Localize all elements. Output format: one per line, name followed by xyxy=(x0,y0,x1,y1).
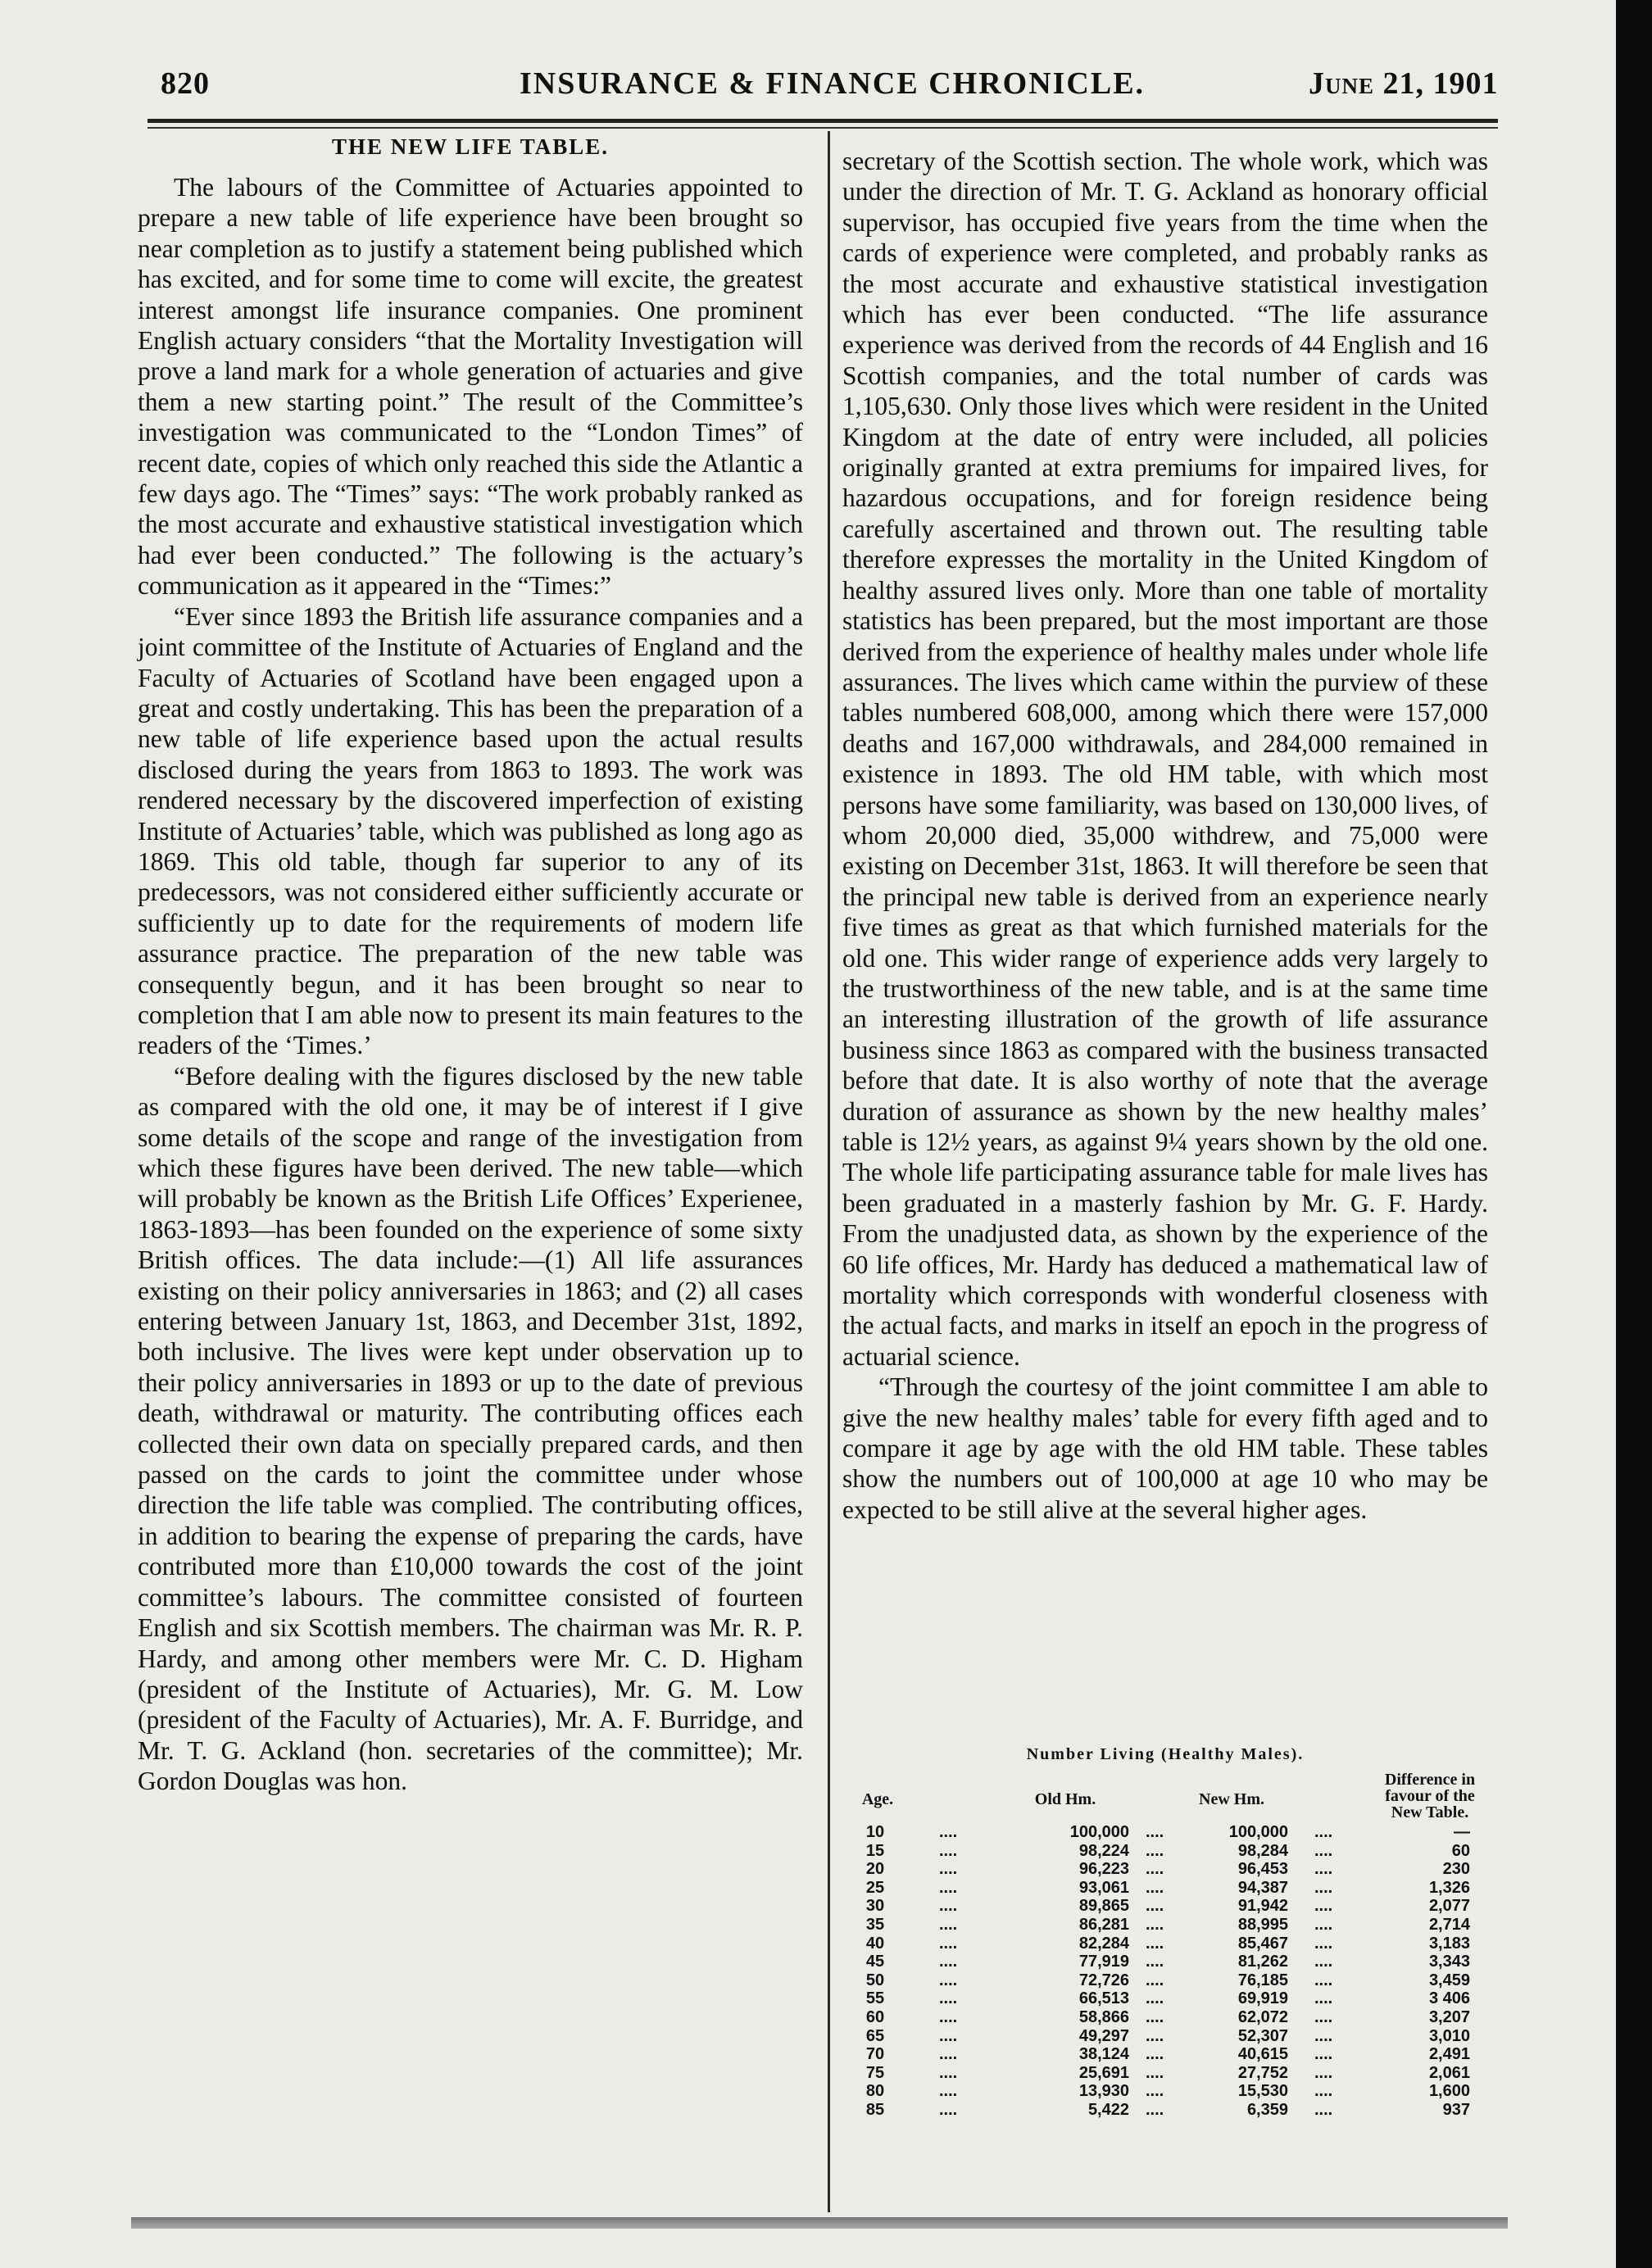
difference-cell: 3 406 xyxy=(1428,1989,1470,2008)
publication-title: INSURANCE & FINANCE CHRONICLE. xyxy=(520,66,1146,101)
leader-dots: .... xyxy=(1146,2063,1164,2082)
leader-dots: .... xyxy=(1146,1878,1164,1897)
scan-margin xyxy=(1616,0,1652,2268)
leader-dots: .... xyxy=(1146,2082,1164,2101)
table-row xyxy=(849,1860,1496,1879)
new-hm-cell: 98,284 xyxy=(1237,1841,1288,1860)
leader-dots: .... xyxy=(939,1915,958,1934)
header-rule-thin xyxy=(148,127,1498,129)
difference-cell: 2,491 xyxy=(1428,2045,1470,2064)
table-row xyxy=(849,1842,1496,1861)
table-row xyxy=(849,1879,1496,1898)
leader-dots: .... xyxy=(1314,2063,1333,2082)
old-hm-cell: 98,224 xyxy=(1078,1841,1129,1860)
difference-cell: 3,343 xyxy=(1428,1953,1470,1971)
new-hm-cell: 52,307 xyxy=(1237,2026,1288,2045)
bottom-edge xyxy=(131,2217,1508,2229)
age-cell: 60 xyxy=(865,2007,885,2026)
age-cell: 75 xyxy=(865,2063,885,2082)
leader-dots: .... xyxy=(1314,2007,1333,2026)
difference-cell: 3,010 xyxy=(1428,2026,1470,2045)
leader-dots: .... xyxy=(1146,1897,1164,1916)
paragraph: “Through the courtesy of the joint committee I am able to give the new healthy males’ table for every fifth aged and to compare it age by age with the old HM table. These tables show the numbers out of 100,000 at age 10 who may be expected to be still alive at the several higher ages. xyxy=(842,1372,1488,1524)
table-row xyxy=(849,1989,1496,2008)
new-hm-cell: 15,530 xyxy=(1237,2082,1288,2101)
difference-cell: 3,459 xyxy=(1428,1971,1470,1989)
table-row xyxy=(849,2064,1496,2083)
old-hm-cell: 49,297 xyxy=(1078,2026,1129,2045)
old-hm-cell: 89,865 xyxy=(1078,1897,1129,1916)
leader-dots: .... xyxy=(939,2063,958,2082)
paragraph: “Ever since 1893 the British life assurance companies and a joint committee of the Institute of Actuaries of England and the Faculty of Actuaries of Scotland have been engaged upon a great and costly undertaking. This has been the preparation of a new table of life experience based upon the actual results disclosed during the years from 1863 to 1893. The work was rendered necessary by the discovered imperfection of existing Institute of Actuaries’ table, which was published as long ago as 1869. This old table, though far superior to any of its predecessors, was not considered either sufficiently accurate or sufficiently up to date for the requirements of modern life assurance practice. The preparation of the new table was consequently begun, and it has been brought so near to completion that I am able now to present its main features to the readers of the ‘Times.’ xyxy=(138,601,803,1060)
column-header-new: New Hm. xyxy=(1199,1790,1264,1808)
leader-dots: .... xyxy=(1314,2026,1333,2045)
table-row xyxy=(849,1971,1496,1990)
difference-cell: 60 xyxy=(1451,1841,1470,1860)
old-hm-cell: 100,000 xyxy=(1069,1823,1129,1841)
table-row xyxy=(849,1935,1496,1953)
old-hm-cell: 96,223 xyxy=(1078,1860,1129,1879)
difference-cell: 2,714 xyxy=(1428,1915,1470,1934)
old-hm-cell: 38,124 xyxy=(1078,2045,1129,2064)
leader-dots: .... xyxy=(939,2045,958,2064)
difference-cell: 1,600 xyxy=(1428,2082,1470,2101)
new-hm-cell: 94,387 xyxy=(1237,1878,1288,1897)
leader-dots: .... xyxy=(1146,1915,1164,1934)
table-row xyxy=(849,2045,1496,2064)
article-title: THE NEW LIFE TABLE. xyxy=(331,134,610,159)
leader-dots: .... xyxy=(1314,1953,1333,1971)
paragraph: secretary of the Scottish section. The whole work, which was under the direction of Mr. T. G. Ackland as honorary official supervisor, has occupied five years from the time when the cards of experience were completed, and probably ranks as the most accurate and exhaustive statistical investigation which has ever been conducted. “The life assurance experience was derived from the records of 44 English and 16 Scottish companies, and the total number of cards was 1,105,630. Only those lives which were resident in the United Kingdom at the date of entry were included, all policies originally granted at extra premiums for impaired lives, for hazardous occupations, and for foreign residence being carefully ascertained and thrown out. The resulting table therefore expresses the mortality in the United Kingdom of healthy assured lives only. More than one table of mortality statistics has been prepared, but the most important are those derived from the experience of healthy males under whole life assurances. The lives which came within the purview of these tables numbered 608,000, among which there were 157,000 deaths and 167,000 withdrawals, and 284,000 remained in existence in 1893. The old HM table, with which most persons have some familiarity, was based on 130,000 lives, of whom 20,000 died, 35,000 withdrew, and 75,000 were existing on December 31st, 1863. It will therefore be seen that the principal new table is derived from an experience nearly five times as great as that which furnished materials for the old one. This wider range of experience adds very largely to the trustworthiness of the new table, and is at the same time an interesting illustration of the growth of life assurance business since 1863 as compared with the business transacted before that date. It is also worthy of note that the average duration of assurance as shown by the new healthy males’ table is 12½ years, as against 9¼ years shown by the old one. The whole life participating assurance table for male lives has been graduated in a masterly fashion by Mr. G. F. Hardy. From the unadjusted data, as shown by the experience of the 60 life offices, Mr. Hardy has deduced a mathematical law of mortality which corresponds with wonderful closeness with the actual facts, and marks in itself an epoch in the progress of actuarial science. xyxy=(842,147,1488,1371)
difference-cell: 1,326 xyxy=(1428,1878,1470,1897)
table-row xyxy=(849,2008,1496,2027)
leader-dots: .... xyxy=(1146,2007,1164,2026)
leader-dots: .... xyxy=(1314,2045,1333,2064)
paragraph: The labours of the Committee of Actuaries appointed to prepare a new table of life experience have been brought so near completion as to justify a statement being published which has excited, and for some time to come will excite, the greatest interest amongst life insurance companies. One prominent English actuary considers “that the Mortality Investigation will prove a land mark for a whole generation of actuaries and give them a new starting point.” The result of the Committee’s investigation was communicated to the “London Times” of recent date, copies of which only reached this side the Atlantic a few days ago. The “Times” says: “The work probably ranked as the most accurate and exhaustive statistical investigation which had ever been conducted.” The following is the actuary’s communication as it appeared in the “Times:” xyxy=(138,173,803,601)
old-hm-cell: 72,726 xyxy=(1078,1971,1129,1989)
column-header-difference-line: Difference in xyxy=(1384,1771,1476,1789)
old-hm-cell: 58,866 xyxy=(1078,2007,1129,2026)
leader-dots: .... xyxy=(1146,1971,1164,1989)
new-hm-cell: 27,752 xyxy=(1237,2063,1288,2082)
page-number: 820 xyxy=(161,66,210,101)
difference-cell: 937 xyxy=(1442,2100,1470,2119)
new-hm-cell: 76,185 xyxy=(1237,1971,1288,1989)
paragraph: “Before dealing with the figures disclosed by the new table as compared with the old one, it may be of interest if I give some details of the scope and range of the investigation from which these figures have been derived. The new table—which will probably be known as the British Life Offices’ Experienee, 1863-1893—has been founded on the experience of some sixty British offices. The data include:—(1) All life assurances existing on their policy anniversaries in 1863; and (2) all cases entering between January 1st, 1863, and December 31st, 1892, both inclusive. The lives were kept under observation up to their policy anniversaries in 1893 or up to the date of previous death, withdrawal or maturity. The contributing offices each collected their own data on specially prepared cards, and then passed on the cards to joint the committee under whose direction the life table was complied. The contributing offices, in addition to bearing the expense of preparing the cards, have contributed more than £10,000 towards the cost of the joint committee’s labours. The committee consisted of fourteen English and six Scottish members. The chairman was Mr. R. P. Hardy, and among other members were Mr. C. D. Higham (president of the Institute of Actuaries), Mr. G. M. Low (president of the Faculty of Actuaries), Mr. A. F. Burridge, and Mr. T. G. Ackland (hon. secretaries of the committee); Mr. Gordon Douglas was hon. xyxy=(138,1061,803,1796)
age-cell: 70 xyxy=(865,2045,885,2064)
difference-cell: 2,061 xyxy=(1428,2063,1470,2082)
table-row xyxy=(849,1916,1496,1935)
leader-dots: .... xyxy=(1314,1860,1333,1879)
leader-dots: .... xyxy=(939,1823,958,1841)
issue-date: June 21, 1901 xyxy=(1309,66,1499,101)
difference-cell: 3,207 xyxy=(1428,2007,1470,2026)
old-hm-cell: 82,284 xyxy=(1078,1934,1129,1953)
age-cell: 85 xyxy=(865,2100,885,2119)
age-cell: 40 xyxy=(865,1934,885,1953)
column-header-age: Age. xyxy=(861,1790,894,1808)
leader-dots: .... xyxy=(939,1841,958,1860)
age-cell: 20 xyxy=(865,1860,885,1879)
leader-dots: .... xyxy=(939,1989,958,2008)
difference-cell: 2,077 xyxy=(1428,1897,1470,1916)
page-header xyxy=(0,66,1616,115)
leader-dots: .... xyxy=(1314,1878,1333,1897)
leader-dots: .... xyxy=(1314,2082,1333,2101)
leader-dots: .... xyxy=(1314,1934,1333,1953)
column-header-difference-line: New Table. xyxy=(1391,1803,1469,1821)
new-hm-cell: 96,453 xyxy=(1237,1860,1288,1879)
table-row xyxy=(849,1953,1496,1971)
leader-dots: .... xyxy=(1146,1953,1164,1971)
leader-dots: .... xyxy=(939,2026,958,2045)
age-cell: 80 xyxy=(865,2082,885,2101)
leader-dots: .... xyxy=(1314,2100,1333,2119)
leader-dots: .... xyxy=(1146,1841,1164,1860)
leader-dots: .... xyxy=(1146,2100,1164,2119)
new-hm-cell: 62,072 xyxy=(1237,2007,1288,2026)
new-hm-cell: 100,000 xyxy=(1228,1823,1288,1841)
table-caption: Number Living (Healthy Males). xyxy=(1026,1745,1305,1763)
header-rule xyxy=(148,119,1498,123)
leader-dots: .... xyxy=(939,1897,958,1916)
leader-dots: .... xyxy=(1314,1915,1333,1934)
difference-cell: — xyxy=(1454,1823,1470,1841)
old-hm-cell: 66,513 xyxy=(1078,1989,1129,2008)
old-hm-cell: 77,919 xyxy=(1078,1953,1129,1971)
old-hm-cell: 13,930 xyxy=(1078,2082,1129,2101)
old-hm-cell: 25,691 xyxy=(1078,2063,1129,2082)
leader-dots: .... xyxy=(939,1878,958,1897)
age-cell: 15 xyxy=(865,1841,885,1860)
leader-dots: .... xyxy=(1314,1841,1333,1860)
column-divider xyxy=(828,131,830,2212)
leader-dots: .... xyxy=(939,1971,958,1989)
leader-dots: .... xyxy=(1314,1897,1333,1916)
age-cell: 25 xyxy=(865,1878,885,1897)
old-hm-cell: 5,422 xyxy=(1087,2100,1129,2119)
leader-dots: .... xyxy=(1146,1934,1164,1953)
leader-dots: .... xyxy=(1314,1823,1333,1841)
table-row xyxy=(849,2027,1496,2046)
new-hm-cell: 85,467 xyxy=(1237,1934,1288,1953)
old-hm-cell: 86,281 xyxy=(1078,1915,1129,1934)
life-table xyxy=(849,1823,1496,2120)
age-cell: 45 xyxy=(865,1953,885,1971)
age-cell: 65 xyxy=(865,2026,885,2045)
table-row xyxy=(849,2101,1496,2120)
leader-dots: .... xyxy=(1314,1971,1333,1989)
leader-dots: .... xyxy=(1146,2045,1164,2064)
leader-dots: .... xyxy=(1146,1989,1164,2008)
age-cell: 50 xyxy=(865,1971,885,1989)
new-hm-cell: 6,359 xyxy=(1246,2100,1288,2119)
column-header-old: Old Hm. xyxy=(1034,1790,1096,1808)
leader-dots: .... xyxy=(939,1860,958,1879)
leader-dots: .... xyxy=(1314,1989,1333,2008)
leader-dots: .... xyxy=(939,2007,958,2026)
leader-dots: .... xyxy=(1146,1823,1164,1841)
age-cell: 10 xyxy=(865,1823,885,1841)
age-cell: 35 xyxy=(865,1915,885,1934)
leader-dots: .... xyxy=(939,2082,958,2101)
leader-dots: .... xyxy=(939,1934,958,1953)
table-row xyxy=(849,2082,1496,2101)
new-hm-cell: 88,995 xyxy=(1237,1915,1288,1934)
new-hm-cell: 91,942 xyxy=(1237,1897,1288,1916)
old-hm-cell: 93,061 xyxy=(1078,1878,1129,1897)
new-hm-cell: 40,615 xyxy=(1237,2045,1288,2064)
column-header-difference-line: favour of the xyxy=(1385,1787,1475,1805)
table-row xyxy=(849,1897,1496,1916)
table-row xyxy=(849,1823,1496,1842)
column-header-difference xyxy=(1360,1771,1500,1821)
age-cell: 30 xyxy=(865,1897,885,1916)
new-hm-cell: 81,262 xyxy=(1237,1953,1288,1971)
leader-dots: .... xyxy=(939,1953,958,1971)
leader-dots: .... xyxy=(1146,2026,1164,2045)
leader-dots: .... xyxy=(1146,1860,1164,1879)
new-hm-cell: 69,919 xyxy=(1237,1989,1288,2008)
leader-dots: .... xyxy=(939,2100,958,2119)
difference-cell: 230 xyxy=(1442,1860,1470,1879)
left-column xyxy=(138,172,803,1797)
right-column xyxy=(842,146,1488,1525)
age-cell: 55 xyxy=(865,1989,885,2008)
difference-cell: 3,183 xyxy=(1428,1934,1470,1953)
